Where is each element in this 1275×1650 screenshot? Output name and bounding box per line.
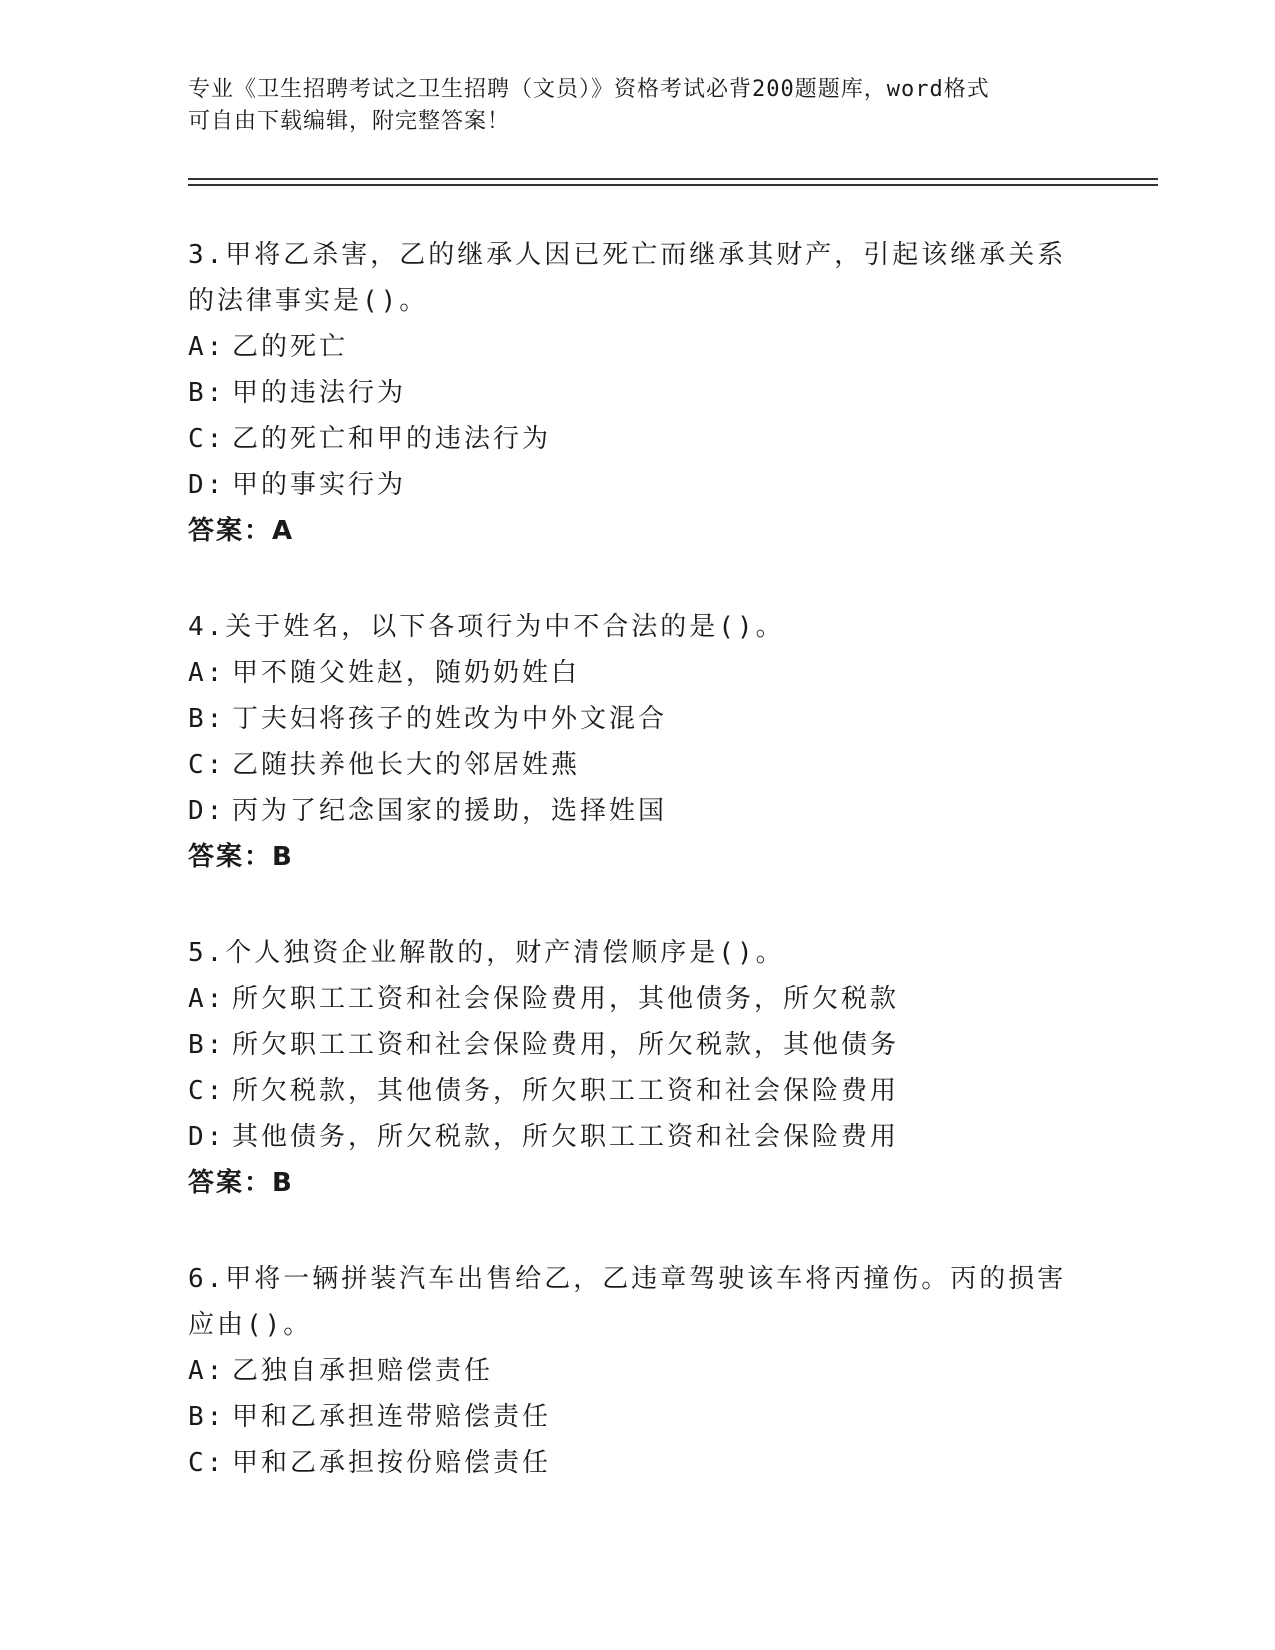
option-text: 所欠税款，其他债务，所欠职工工资和社会保险费用 [232,1076,900,1106]
answer-option [188,976,1088,1022]
answer-option [188,416,1088,462]
option-key: D: [188,1122,226,1152]
question-block [188,604,1088,880]
option-text: 所欠职工工资和社会保险费用，所欠税款，其他债务 [232,1030,900,1060]
answer-option [188,462,1088,508]
answer-option [188,1114,1088,1160]
question-stem-line: 4.关于姓名，以下各项行为中不合法的是()。 [188,612,785,642]
question-stem-line: 5.个人独资企业解散的，财产清偿顺序是()。 [188,938,785,968]
header-divider-bottom [188,184,1158,186]
option-key: B: [188,1030,226,1060]
option-key: C: [188,424,226,454]
answer-option [188,370,1088,416]
option-text: 所欠职工工资和社会保险费用，其他债务，所欠税款 [232,984,900,1014]
question-stem-line: 3.甲将乙杀害，乙的继承人因已死亡而继承其财产，引起该继承关系 [188,240,1067,270]
option-key: A: [188,332,226,362]
option-text: 其他债务，所欠税款，所欠职工工资和社会保险费用 [232,1122,900,1152]
question-stem-line: 应由()。 [188,1310,313,1340]
option-key: A: [188,1356,226,1386]
option-text: 乙独自承担赔偿责任 [232,1356,494,1386]
answer-option [188,1348,1088,1394]
answer-key: 答案：B [188,842,294,872]
option-text: 丙为了纪念国家的援助，选择姓国 [232,796,668,826]
answer-key: 答案：B [188,1168,294,1198]
question-stem-line: 6.甲将一辆拼装汽车出售给乙，乙违章驾驶该车将丙撞伤。丙的损害 [188,1264,1067,1294]
question-block [188,232,1088,554]
header-line-2: 可自由下载编辑，附完整答案！ [188,109,511,134]
option-key: C: [188,750,226,780]
option-key: D: [188,470,226,500]
answer-key: 答案：A [188,516,295,546]
option-text: 乙随扶养他长大的邻居姓燕 [232,750,581,780]
option-key: B: [188,704,226,734]
question-block [188,930,1088,1206]
option-text: 甲和乙承担按份赔偿责任 [232,1448,552,1478]
option-key: C: [188,1076,226,1106]
header-divider-top [188,178,1158,180]
option-text: 乙的死亡和甲的违法行为 [232,424,552,454]
question-block [188,1256,1088,1486]
option-key: B: [188,1402,226,1432]
answer-option [188,1068,1088,1114]
option-text: 乙的死亡 [232,332,349,362]
question-stem-line: 的法律事实是()。 [188,286,429,316]
option-text: 丁夫妇将孩子的姓改为中外文混合 [232,704,668,734]
option-key: B: [188,378,226,408]
answer-option [188,324,1088,370]
answer-option [188,696,1088,742]
option-text: 甲的违法行为 [232,378,407,408]
option-text: 甲不随父姓赵，随奶奶姓白 [232,658,581,688]
answer-option [188,788,1088,834]
option-key: A: [188,984,226,1014]
option-text: 甲和乙承担连带赔偿责任 [232,1402,552,1432]
answer-option [188,1440,1088,1486]
option-text: 甲的事实行为 [232,470,407,500]
option-key: D: [188,796,226,826]
answer-option [188,1022,1088,1068]
answer-option [188,742,1088,788]
header-line-1: 专业《卫生招聘考试之卫生招聘（文员）》资格考试必背200题题库，word格式 [188,77,990,102]
option-key: A: [188,658,226,688]
question-list [188,232,1088,1536]
answer-option [188,1394,1088,1440]
document-header-note [188,74,1068,138]
answer-option [188,650,1088,696]
option-key: C: [188,1448,226,1478]
